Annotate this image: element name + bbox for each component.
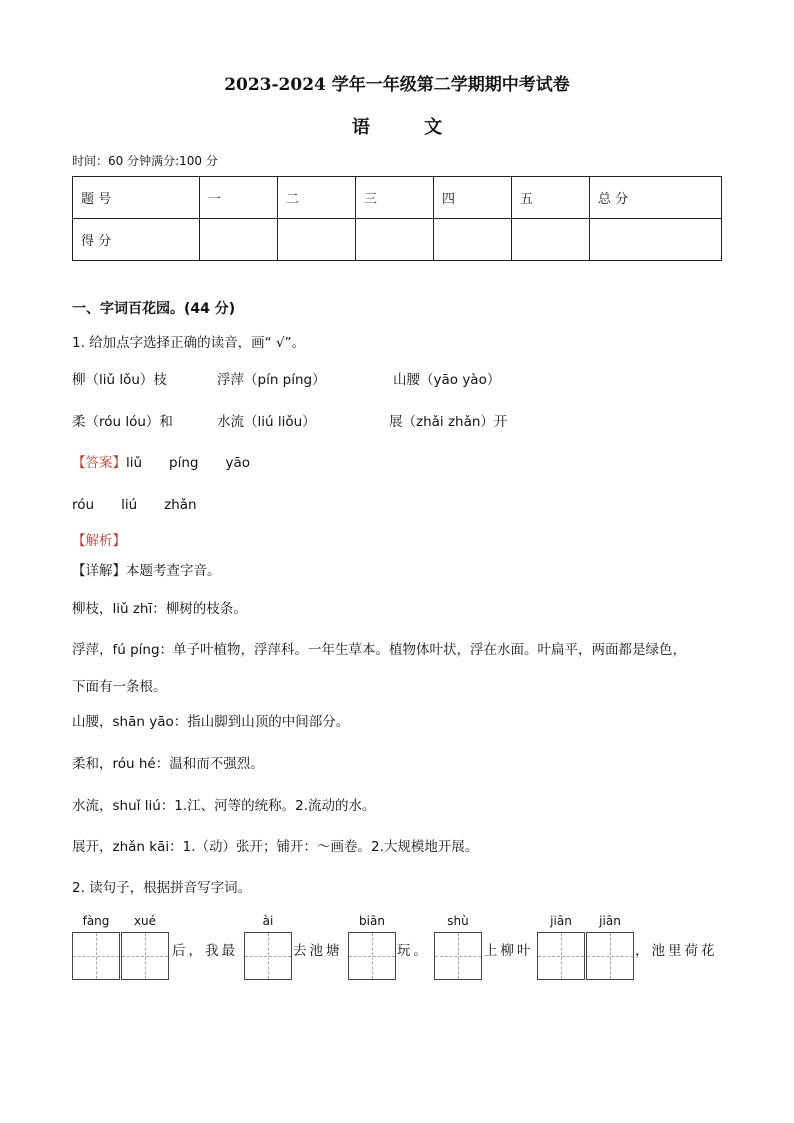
writing-grid-box[interactable] bbox=[348, 932, 396, 980]
score-input-cell[interactable] bbox=[590, 219, 722, 261]
answer-line bbox=[72, 451, 250, 471]
pinyin-choice[interactable]: 水流（liú liǒu） bbox=[217, 414, 316, 430]
writing-grid-box[interactable] bbox=[121, 932, 169, 980]
writing-grid-box[interactable] bbox=[244, 932, 292, 980]
pinyin-choice[interactable]: 柔（róu lóu）和 bbox=[72, 414, 173, 430]
pinyin-choice[interactable]: 展（zhǎi zhǎn）开 bbox=[389, 414, 508, 430]
sentence-fragment: 去池塘 bbox=[293, 943, 343, 959]
subject-title: 语 文 bbox=[351, 117, 467, 138]
score-input-cell[interactable] bbox=[356, 219, 434, 261]
table-row bbox=[73, 219, 722, 261]
pinyin-choice[interactable]: 浮萍（pín píng） bbox=[217, 372, 326, 388]
table-cell: 四 bbox=[434, 177, 512, 219]
detail-line bbox=[72, 559, 221, 579]
explanation-line: 下面有一条根。 bbox=[72, 679, 167, 695]
pinyin-label: ài bbox=[262, 914, 274, 928]
table-cell: 总 分 bbox=[590, 177, 722, 219]
explanation-line: 柳枝，liǔ zhī：柳树的枝条。 bbox=[72, 601, 247, 617]
writing-grid-box[interactable] bbox=[586, 932, 634, 980]
writing-grid-box[interactable] bbox=[72, 932, 120, 980]
table-cell: 题 号 bbox=[73, 177, 200, 219]
score-input-cell[interactable] bbox=[278, 219, 356, 261]
sentence-fragment: 玩。 bbox=[397, 943, 430, 959]
section-heading: 一、字词百花园。(44 分) bbox=[72, 301, 236, 317]
pinyin-choice[interactable]: 山腰（yāo yào） bbox=[393, 372, 501, 388]
table-row bbox=[73, 177, 722, 219]
explanation-line: 柔和，róu hé：温和而不强烈。 bbox=[72, 756, 264, 772]
pinyin-label: jiān bbox=[550, 914, 572, 928]
sentence-fragment: ，池里荷花 bbox=[635, 943, 718, 959]
analysis-label: 【解析】 bbox=[72, 533, 126, 549]
answer-text-row2: róu liú zhǎn bbox=[72, 497, 197, 513]
question-prompt: 2. 读句子，根据拼音写字词。 bbox=[72, 880, 252, 896]
table-cell: 得 分 bbox=[73, 219, 200, 261]
score-table bbox=[72, 176, 722, 261]
detail-label: 【详解】 bbox=[72, 563, 126, 579]
writing-grid-box[interactable] bbox=[537, 932, 585, 980]
table-cell: 二 bbox=[278, 177, 356, 219]
table-cell: 一 bbox=[200, 177, 278, 219]
pinyin-label: biān bbox=[359, 914, 385, 928]
detail-text: 本题考查字音。 bbox=[126, 563, 221, 579]
pinyin-label: shù bbox=[447, 914, 469, 928]
score-input-cell[interactable] bbox=[434, 219, 512, 261]
explanation-line: 山腰，shān yāo：指山脚到山顶的中间部分。 bbox=[72, 714, 350, 730]
sentence-fragment: 后，我最 bbox=[172, 943, 238, 959]
explanation-line: 浮萍，fú píng：单子叶植物，浮萍科。一年生草本。植物体叶状，浮在水面。叶扁平，两面都是绿色， bbox=[72, 642, 687, 658]
table-cell: 三 bbox=[356, 177, 434, 219]
score-input-cell[interactable] bbox=[512, 219, 590, 261]
question-prompt: 1. 给加点字选择正确的读音，画“ √”。 bbox=[72, 335, 306, 351]
pinyin-label: jiān bbox=[599, 914, 621, 928]
writing-grid-box[interactable] bbox=[434, 932, 482, 980]
explanation-line: 展开，zhǎn kāi：1.（动）张开；铺开：～画卷。2.大规模地开展。 bbox=[72, 839, 479, 855]
table-cell: 五 bbox=[512, 177, 590, 219]
exam-title: 2023-2024 学年一年级第二学期期中考试卷 bbox=[224, 75, 570, 95]
sentence-fragment: 上柳叶 bbox=[484, 943, 534, 959]
score-input-cell[interactable] bbox=[200, 219, 278, 261]
pinyin-choice[interactable]: 柳（liǔ lǒu）枝 bbox=[72, 372, 167, 388]
explanation-line: 水流，shuǐ liú：1.江、河等的统称。2.流动的水。 bbox=[72, 798, 376, 814]
answer-text: liǔ píng yāo bbox=[126, 455, 251, 471]
answer-label: 【答案】 bbox=[72, 455, 126, 471]
exam-meta: 时间：60 分钟满分:100 分 bbox=[72, 154, 218, 168]
pinyin-label: xué bbox=[133, 914, 157, 928]
pinyin-label: fàng bbox=[82, 914, 110, 928]
